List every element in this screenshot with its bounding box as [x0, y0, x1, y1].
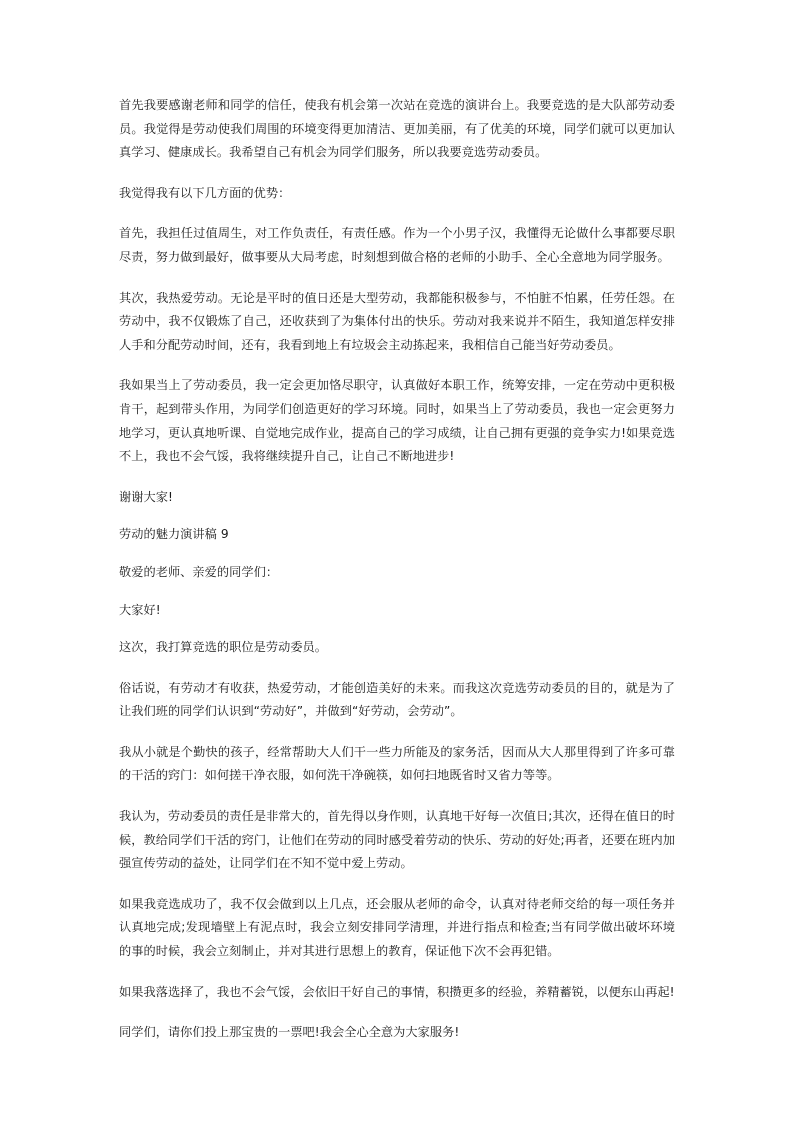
paragraph-advantages-heading: 我觉得我有以下几方面的优势： [119, 185, 291, 200]
paragraph-commitment: 我如果当上了劳动委员，我一定会更加恪尽职守，认真做好本职工作，统筹安排，一定在劳动中更积极肯干，起到带头作用，为同学们创造更好的学习环境。同时，如果当上了劳动委员，我也一定会更努力地学习，更认真地听课、自觉地完成作业，提高自己的学习成绩，让自己拥有更强的竞争实力!如果竞选不上，我也不会气馁，我将继续提升自己，让自己不断地进步! [119, 378, 675, 464]
paragraph-greeting: 大家好! [119, 602, 161, 617]
paragraph-proverb: 俗话说，有劳动才有收获，热爱劳动，才能创造美好的未来。而我这次竞选劳动委员的目的，就是为了让我们班的同学们认识到“劳动好”，并做到“好劳动，会劳动”。 [119, 680, 675, 719]
paragraph-if-not-elected: 如果我落选择了，我也不会气馁，会依旧干好自己的事情，积攒更多的经验，养精蓄锐，以便东山再起! [119, 984, 675, 999]
paragraph-responsibility: 我认为，劳动委员的责任是非常大的，首先得以身作则，认真地干好每一次值日;其次，还得在值日的时候，教给同学们干活的窍门，让他们在劳动的同时感受着劳动的快乐、劳动的好处;再者，还要在班内加强宣传劳动的益处，让同学们在不知不觉中爱上劳动。 [119, 809, 675, 871]
section-title: 劳动的魅力演讲稿 9 [119, 527, 229, 542]
paragraph-position: 这次，我打算竞选的职位是劳动委员。 [119, 640, 328, 655]
paragraph-childhood: 我从小就是个勤快的孩子，经常帮助大人们干一些力所能及的家务活，因而从大人那里得到了许多可靠的干活的窍门：如何搓干净衣服，如何洗干净碗筷，如何扫地既省时又省力等等。 [119, 744, 675, 783]
paragraph-if-elected: 如果我竞选成功了，我不仅会做到以上几点，还会服从老师的命令，认真对待老师交给的每一项任务并认真地完成;发现墙壁上有泥点时，我会立刻安排同学清理，并进行指点和检查;当有同学做出破坏环境的事的时候，我会立刻制止，并对其进行思想上的教育，保证他下次不会再犯错。 [119, 896, 675, 959]
paragraph-intro: 首先我要感谢老师和同学的信任，使我有机会第一次站在竞选的演讲台上。我要竞选的是大队部劳动委员。我觉得是劳动使我们周围的环境变得更加清洁、更加美丽，有了优美的环境，同学们就可以更加认真学习、健康成长。我希望自己有机会为同学们服务，所以我要竞选劳动委员。 [119, 98, 675, 160]
paragraph-thanks: 谢谢大家! [119, 489, 173, 504]
paragraph-closing: 同学们，请你们投上那宝贵的一票吧!我会全心全意为大家服务! [119, 1025, 460, 1040]
paragraph-first-point: 首先，我担任过值周生，对工作负责任，有责任感。作为一个小男子汉，我懂得无论做什么事都要尽职尽责，努力做到最好，做事要从大局考虑，时刻想到做合格的老师的小助手、全心全意地为同学服务。 [119, 226, 675, 264]
paragraph-salutation: 敬爱的老师、亲爱的同学们： [119, 564, 279, 579]
document-body [119, 94, 675, 1062]
paragraph-second-point: 其次，我热爱劳动。无论是平时的值日还是大型劳动，我都能积极参与，不怕脏不怕累，任劳任怨。在劳动中，我不仅锻炼了自己，还收获到了为集体付出的快乐。劳动对我来说并不陌生，我知道怎样安排人手和分配劳动时间，还有，我看到地上有垃圾会主动拣起来，我相信自己能当好劳动委员。 [119, 290, 675, 352]
